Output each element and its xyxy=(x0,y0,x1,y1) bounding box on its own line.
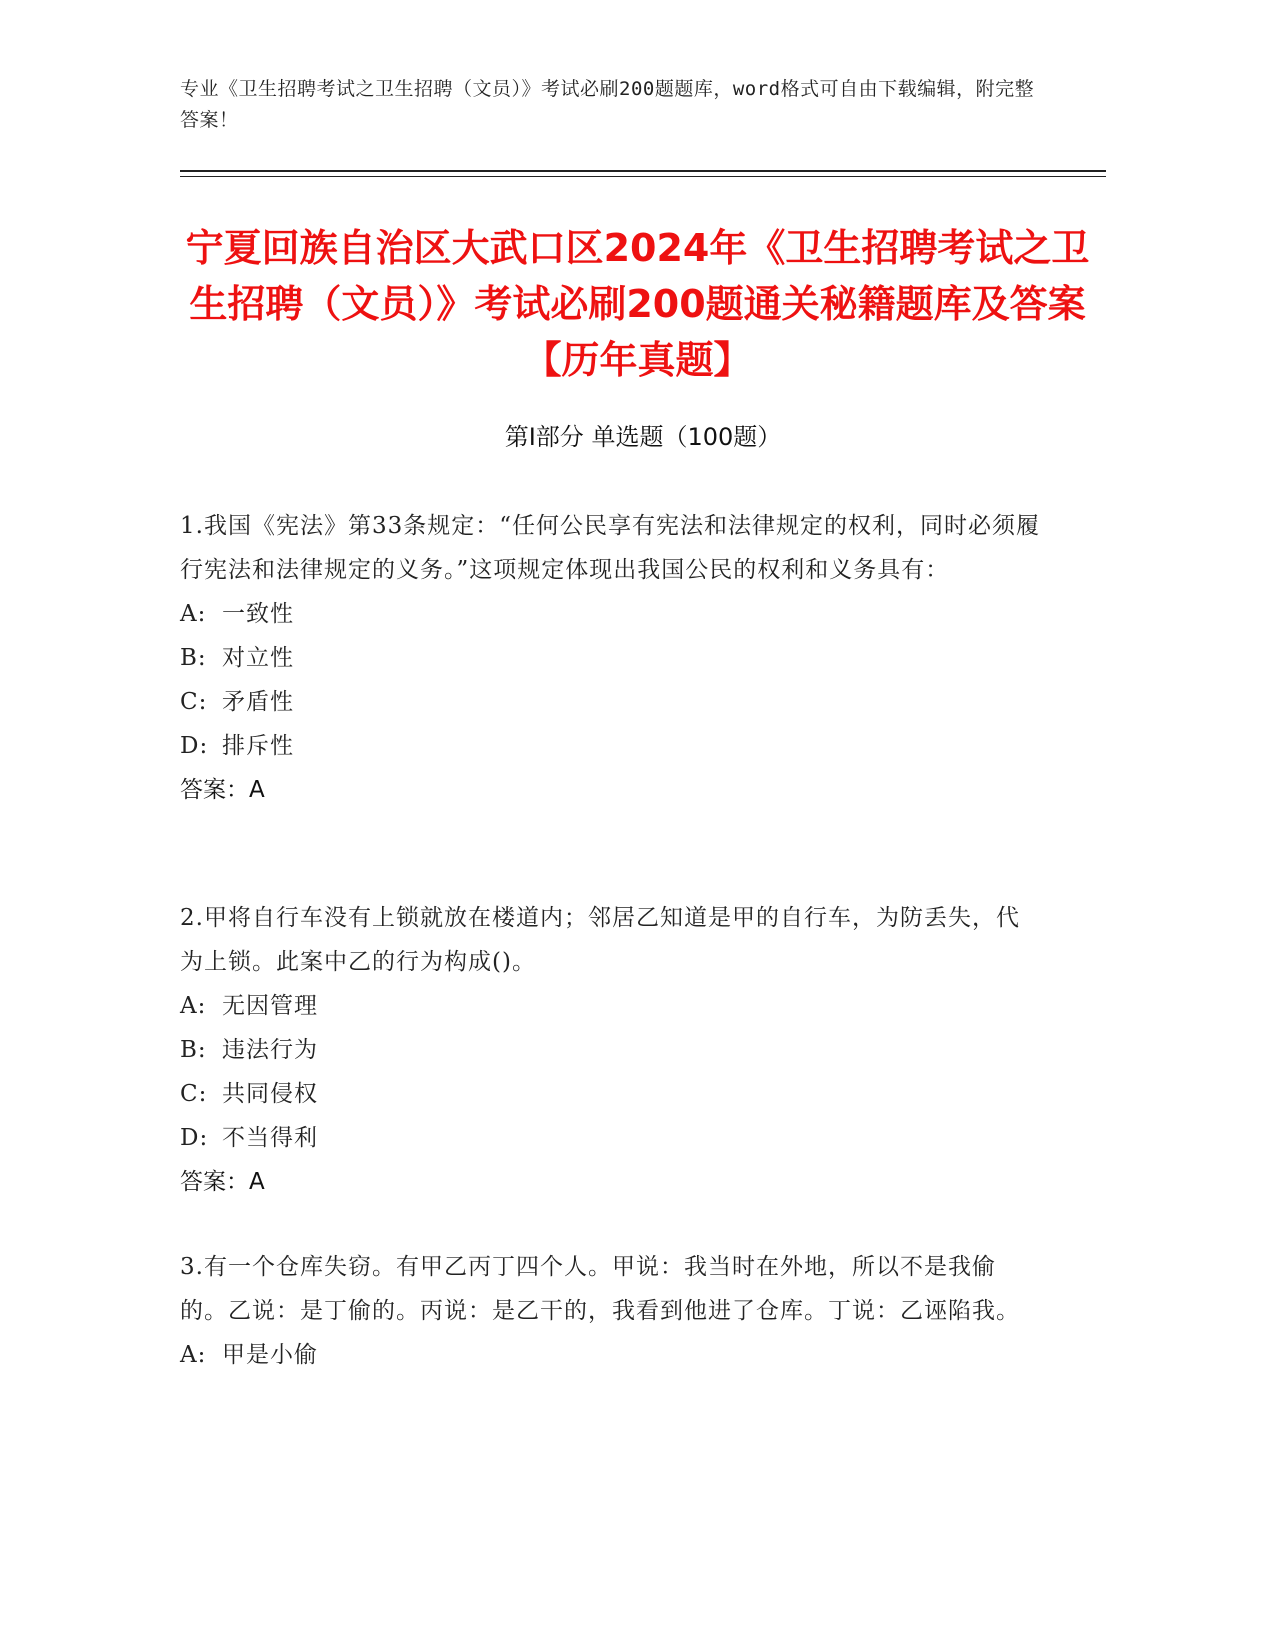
option-c xyxy=(180,1072,1040,1116)
option-text: 矛盾性 xyxy=(222,689,294,715)
option-d xyxy=(180,1116,1040,1160)
option-b xyxy=(180,636,1040,680)
option-text: 无因管理 xyxy=(222,993,318,1019)
option-letter: A: xyxy=(180,993,207,1019)
option-d xyxy=(180,724,1040,768)
header-divider-thin xyxy=(180,176,1106,177)
option-letter: D: xyxy=(180,733,209,759)
question-1 xyxy=(180,504,1040,812)
option-a xyxy=(180,984,1040,1028)
answer-line: 答案：A xyxy=(180,777,265,803)
header-divider-thick xyxy=(180,170,1106,172)
option-letter: B: xyxy=(180,645,207,671)
question-2 xyxy=(180,896,1040,1204)
option-letter: B: xyxy=(180,1037,207,1063)
option-letter: C: xyxy=(180,1081,208,1107)
question-stem: 2.甲将自行车没有上锁就放在楼道内；邻居乙知道是甲的自行车，为防丢失，代为上锁。此案中乙的行为构成()。 xyxy=(180,905,1020,975)
option-text: 甲是小偷 xyxy=(222,1342,318,1368)
option-text: 一致性 xyxy=(222,601,294,627)
option-text: 对立性 xyxy=(222,645,294,671)
option-letter: C: xyxy=(180,689,208,715)
question-stem: 1.我国《宪法》第33条规定：“任何公民享有宪法和法律规定的权利，同时必须履行宪法和法律规定的义务。”这项规定体现出我国公民的权利和义务具有： xyxy=(180,513,1040,583)
option-a xyxy=(180,592,1040,636)
option-letter: A: xyxy=(180,601,207,627)
answer-line: 答案：A xyxy=(180,1169,265,1195)
option-b xyxy=(180,1028,1040,1072)
option-c xyxy=(180,680,1040,724)
section-heading: 第I部分 单选题（100题） xyxy=(504,423,782,451)
question-3 xyxy=(180,1245,1040,1377)
option-a xyxy=(180,1333,1040,1377)
option-letter: D: xyxy=(180,1125,209,1151)
option-text: 违法行为 xyxy=(222,1037,318,1063)
question-stem: 3.有一个仓库失窃。有甲乙丙丁四个人。甲说：我当时在外地，所以不是我偷的。乙说：是丁偷的。丙说：是乙干的，我看到他进了仓库。丁说：乙诬陷我。 xyxy=(180,1254,1020,1324)
document-title: 宁夏回族自治区大武口区2024年《卫生招聘考试之卫生招聘（文员）》考试必刷200题通关秘籍题库及答案【历年真题】 xyxy=(185,226,1090,382)
option-text: 不当得利 xyxy=(222,1125,318,1151)
header-note: 专业《卫生招聘考试之卫生招聘（文员）》考试必刷200题题库，word格式可自由下载编辑，附完整答案！ xyxy=(180,78,1035,131)
option-text: 排斥性 xyxy=(222,733,294,759)
option-letter: A: xyxy=(180,1342,207,1368)
option-text: 共同侵权 xyxy=(222,1081,318,1107)
